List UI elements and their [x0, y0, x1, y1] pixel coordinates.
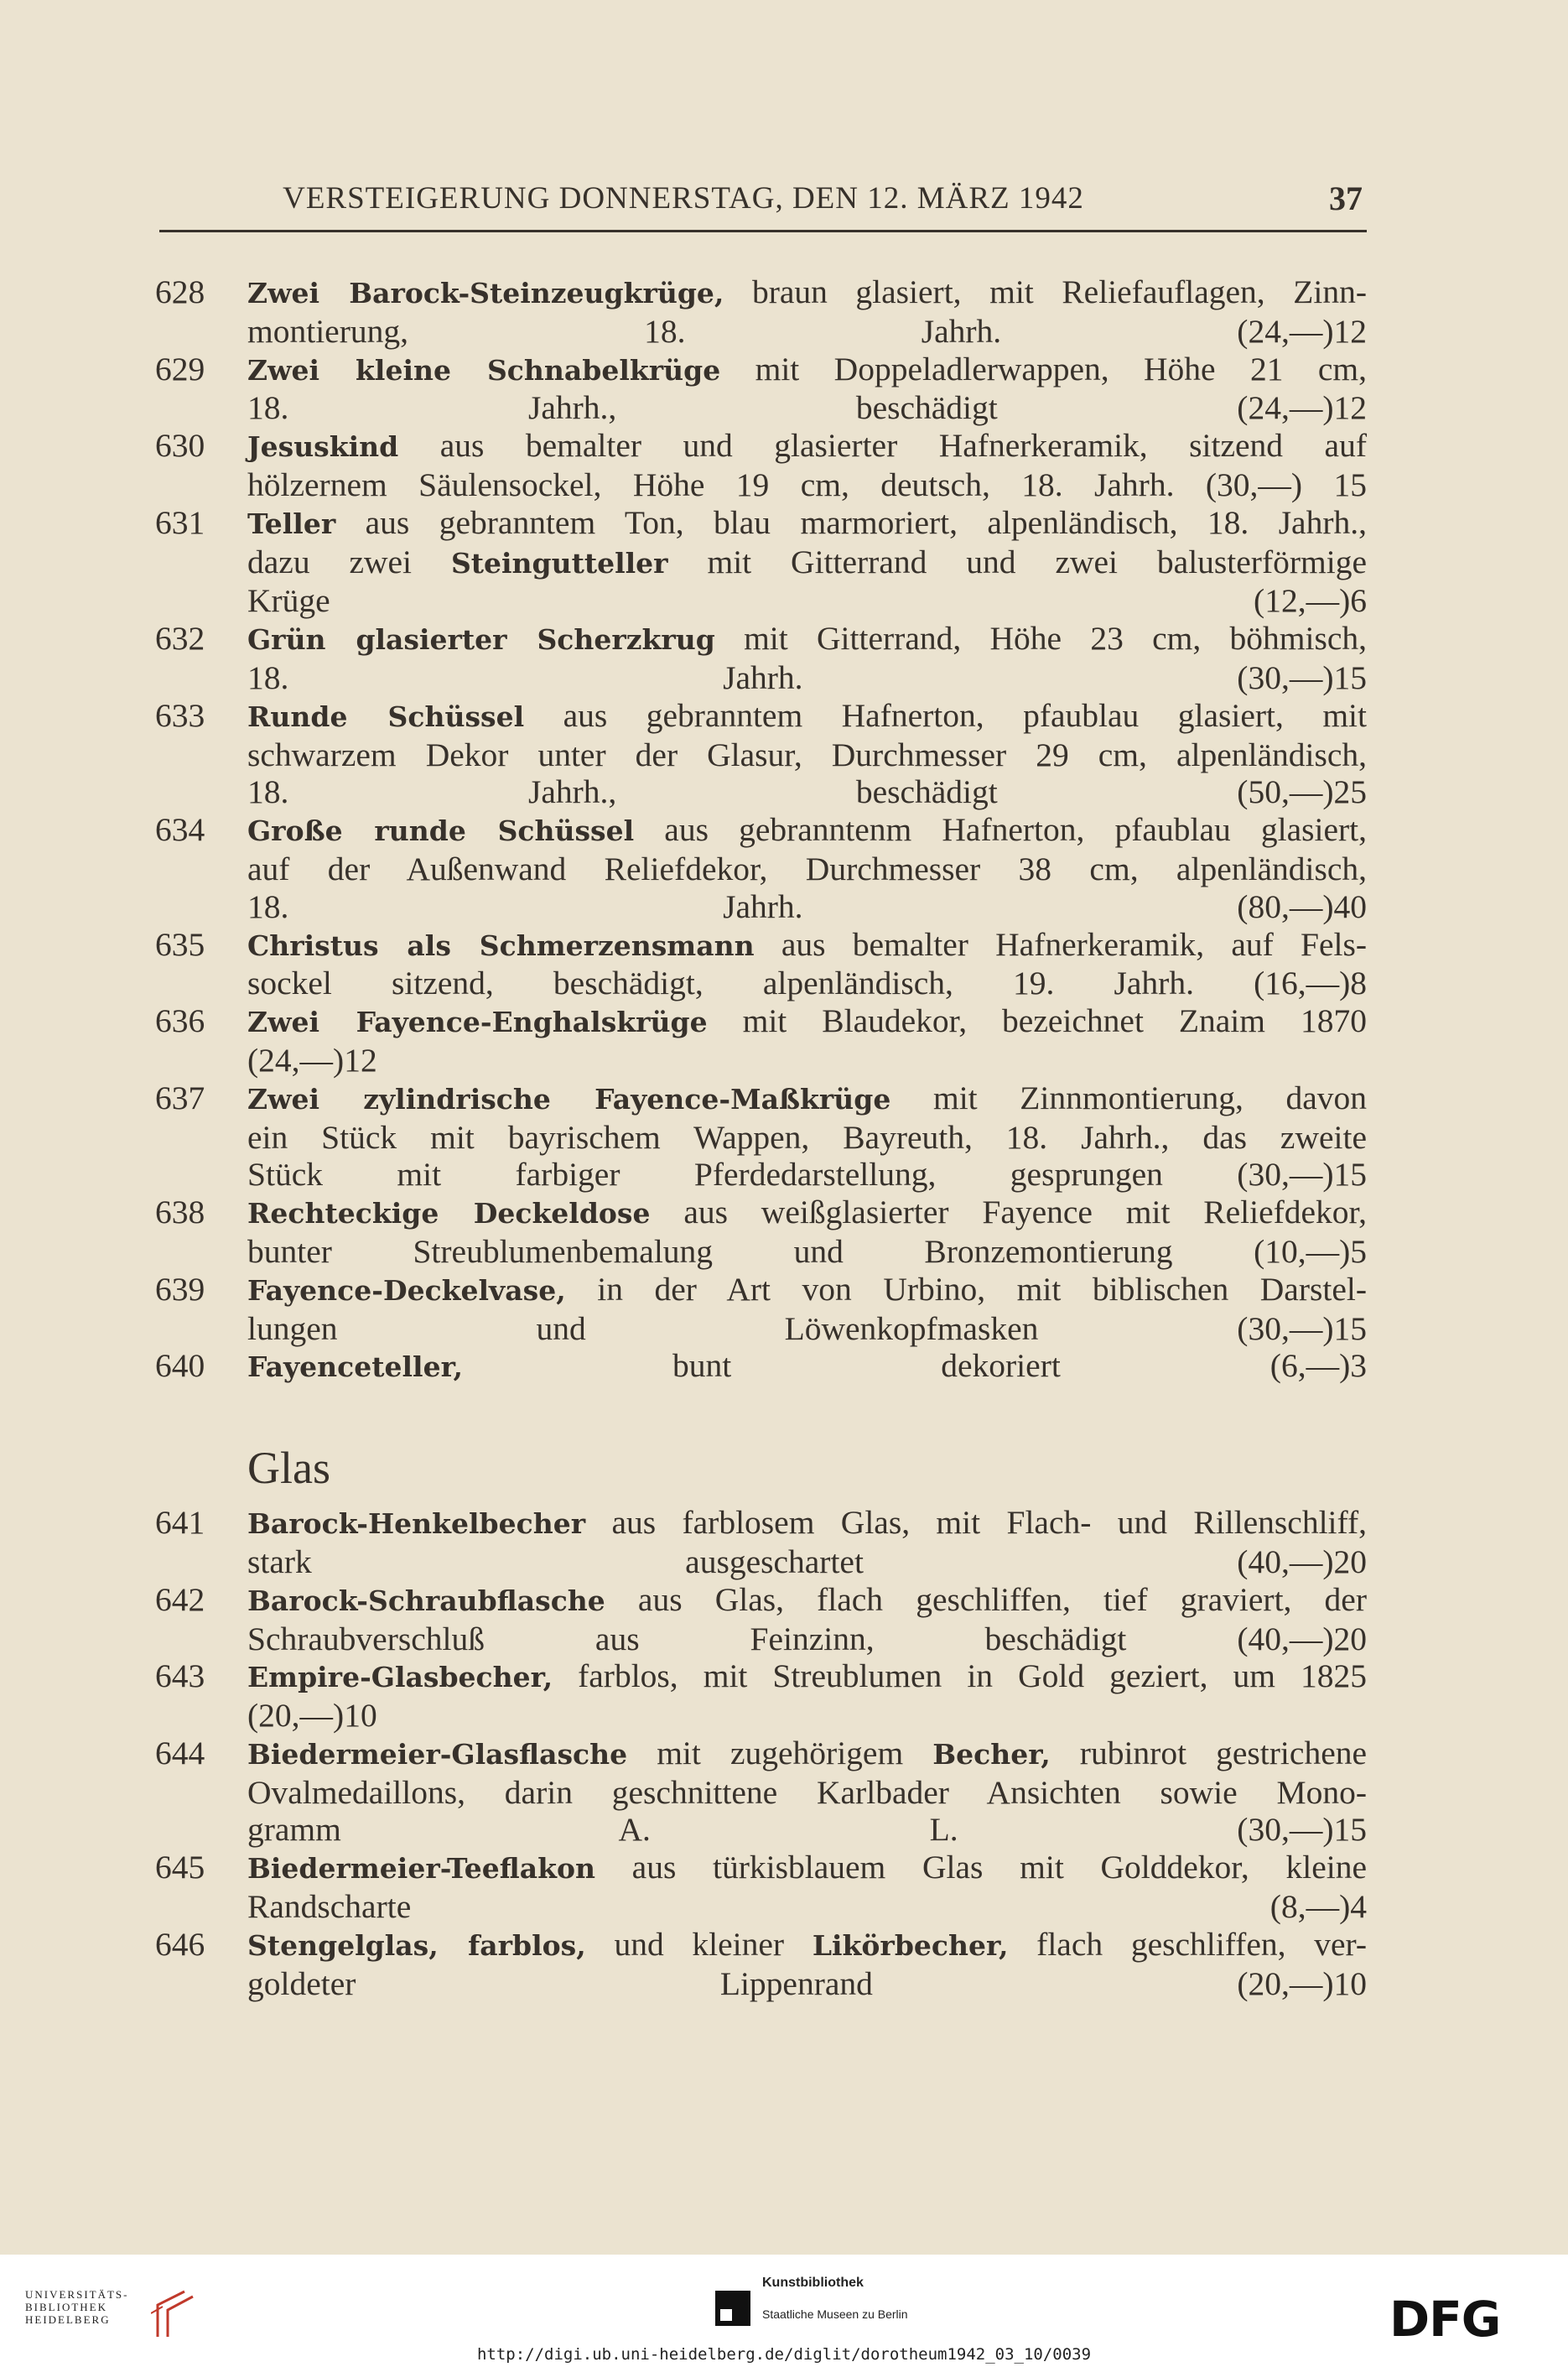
lot-line — [247, 313, 1367, 351]
lot-text-segment: 15 — [1333, 1811, 1367, 1849]
lot-text-segment: 15 — [1333, 1156, 1367, 1194]
lot-title: Zwei kleine Schnabelkrüge — [247, 353, 721, 387]
lot-description — [247, 1194, 1367, 1271]
kunstbibliothek-logo — [715, 2276, 925, 2334]
header-title: VERSTEIGERUNG DONNERSTAG, DEN 12. MÄRZ 1942 — [283, 181, 1084, 216]
lot-number: 641 — [155, 1504, 205, 1542]
lot-number: 635 — [155, 925, 205, 963]
lot-text-segment: ein Stück mit bayrischem Wappen, Bayreuth, 18. Jahrh., das zweite — [247, 1118, 1367, 1156]
lot-list-glass — [155, 1504, 1367, 2002]
lot-text-segment: mit Doppeladlerwappen, Höhe 21 cm, — [720, 350, 1368, 388]
lot-text-segment: Stück mit farbiger Pferdedarstellung, gesprungen (30,—) — [247, 1156, 1334, 1194]
lot-description — [247, 811, 1367, 925]
lot-text-segment: und kleiner — [585, 1925, 813, 1963]
lot-text-segment: aus gebranntem Ton, blau marmoriert, alpenländisch, 18. Jahrh., — [335, 503, 1367, 541]
lot-text-segment: 15 — [1333, 658, 1367, 696]
lot-line — [247, 1849, 1367, 1888]
running-header — [159, 180, 1367, 231]
lot-number: 636 — [155, 1002, 205, 1040]
lot-text-segment: hölzernem Säulensockel, Höhe 19 cm, deutsch, 18. Jahrh. (30,—) 15 — [247, 466, 1367, 503]
lot-description — [247, 273, 1367, 351]
lot-text-segment: 20 — [1333, 1620, 1367, 1657]
lot-line — [247, 888, 1367, 926]
lot-entry — [155, 1657, 1367, 1735]
lot-text-segment: Krüge (12,—) — [247, 582, 1351, 620]
lot-text-segment: goldeter Lippenrand (20,—) — [247, 1964, 1334, 2002]
lot-number: 638 — [155, 1194, 205, 1231]
lot-line — [247, 811, 1367, 851]
lot-number: 633 — [155, 696, 205, 734]
lot-title: Grün glasierter Scherzkrug — [247, 623, 715, 657]
lot-line — [247, 1310, 1367, 1348]
dfg-logo: DFG — [1389, 2291, 1501, 2348]
lot-line — [247, 1774, 1367, 1812]
lot-line — [247, 582, 1367, 620]
lot-text-segment: bunt dekoriert (6,—) — [463, 1347, 1351, 1385]
lot-text-segment: 12 — [1333, 312, 1367, 350]
lot-text-segment: aus gebranntenm Hafnerton, pfaublau glasiert, — [634, 811, 1367, 849]
lot-number: 637 — [155, 1079, 205, 1116]
lot-number: 639 — [155, 1270, 205, 1308]
digitization-footer — [0, 2255, 1568, 2367]
lot-description — [247, 1002, 1367, 1079]
lot-entry — [155, 926, 1367, 1003]
lot-title: Stengelglas, farblos, — [247, 1928, 586, 1962]
lot-list-ceramics — [155, 273, 1367, 1386]
lot-text-segment: 18. Jahrh., beschädigt (24,—) — [247, 389, 1334, 427]
lot-description — [247, 697, 1367, 811]
lot-line — [247, 1543, 1367, 1581]
lot-text-segment: Schraubverschluß aus Feinzinn, beschädigt (40,—) — [247, 1620, 1334, 1657]
lot-line — [247, 389, 1367, 427]
lot-line — [247, 1581, 1367, 1620]
lot-description — [247, 1657, 1367, 1735]
lot-description — [247, 926, 1367, 1003]
lot-title: Zwei Fayence-Enghalskrüge — [247, 1006, 708, 1039]
lot-title: Empire-Glasbecher, — [247, 1661, 553, 1694]
lot-text-segment: 12 — [344, 1041, 377, 1079]
lot-number: 634 — [155, 811, 205, 849]
lot-entry — [155, 1194, 1367, 1271]
lot-text-segment: 10 — [1333, 1964, 1367, 2002]
lot-line — [247, 427, 1367, 466]
lot-text-segment: gramm A. L. (30,—) — [247, 1811, 1334, 1849]
lot-line — [247, 1735, 1367, 1774]
lot-text-segment: Ovalmedaillons, darin geschnittene Karlbader Ansichten sowie Mono- — [247, 1773, 1367, 1811]
lot-text-segment: aus bemalter und glasierter Hafnerkeramik, sitzend auf — [398, 427, 1367, 465]
lot-title: Christus als Schmerzensmann — [247, 929, 755, 962]
lot-text-segment: 15 — [1333, 1309, 1367, 1347]
lot-line — [247, 965, 1367, 1002]
lot-entry — [155, 1079, 1367, 1194]
lot-text-segment: 5 — [1350, 1232, 1367, 1270]
lot-line — [247, 659, 1367, 697]
lot-description — [247, 1504, 1367, 1581]
lot-line — [247, 1926, 1367, 1965]
lot-line — [247, 1079, 1367, 1119]
lot-text-segment: schwarzem Dekor unter der Glasur, Durchmesser 29 cm, alpenländisch, — [247, 736, 1367, 773]
lot-text-segment: aus Glas, flach geschliffen, tief graviert, der — [605, 1580, 1367, 1618]
lot-text-segment: 40 — [1333, 887, 1367, 925]
lot-title: Zwei zylindrische Fayence-Maßkrüge — [247, 1082, 891, 1116]
lot-line — [247, 273, 1367, 313]
ub-logo-line: HEIDELBERG — [25, 2313, 111, 2326]
lot-number: 642 — [155, 1580, 205, 1618]
lot-text-segment: aus gebranntem Hafnerton, pfaublau glasiert, mit — [524, 696, 1367, 734]
lot-description — [247, 1347, 1367, 1386]
lot-number: 643 — [155, 1657, 205, 1695]
lot-entry — [155, 1849, 1367, 1926]
lot-title: Teller — [247, 507, 336, 540]
lot-title: Becher, — [932, 1737, 1051, 1771]
lot-entry — [155, 1002, 1367, 1079]
lot-text-segment: mit Blaudekor, bezeichnet Znaim 1870 — [707, 1002, 1367, 1040]
lot-entry — [155, 1347, 1367, 1386]
lot-line — [247, 1194, 1367, 1233]
lot-entry — [155, 811, 1367, 925]
lot-text-segment: sockel sitzend, beschädigt, alpenländisch, 19. Jahrh. (16,—) — [247, 965, 1351, 1002]
lot-text-segment: 18. Jahrh., beschädigt (50,—) — [247, 773, 1334, 811]
lot-text-segment: 12 — [1333, 389, 1367, 427]
lot-text-segment: auf der Außenwand Reliefdekor, Durchmesser 38 cm, alpenländisch, — [247, 850, 1367, 887]
lot-description — [247, 1849, 1367, 1926]
lot-number: 644 — [155, 1734, 205, 1771]
lot-line — [247, 773, 1367, 811]
lot-line — [247, 736, 1367, 774]
lot-line — [247, 1042, 1367, 1079]
lot-text-segment: flach geschliffen, ver- — [1008, 1925, 1367, 1963]
lot-number: 632 — [155, 620, 205, 658]
source-url[interactable]: http://digi.ub.uni-heidelberg.de/diglit/dorotheum1942_03_10/0039 — [476, 2345, 1092, 2364]
lot-line — [247, 1888, 1367, 1926]
lot-entry — [155, 697, 1367, 811]
lot-line — [247, 1002, 1367, 1042]
library-mark-icon — [151, 2288, 201, 2340]
lot-line — [247, 1119, 1367, 1157]
lot-entry — [155, 1504, 1367, 1581]
lot-text-segment: bunter Streublumenbemalung und Bronzemontierung (10,—) — [247, 1232, 1351, 1270]
lot-line — [247, 1965, 1367, 2003]
lot-entry — [155, 1926, 1367, 2003]
lot-text-segment: montierung, 18. Jahrh. (24,—) — [247, 312, 1334, 350]
lot-entry — [155, 1735, 1367, 1849]
lot-number: 630 — [155, 427, 205, 465]
lot-title: Jesuskind — [247, 430, 399, 464]
page-number: 37 — [1329, 179, 1363, 217]
lot-title: Barock-Henkelbecher — [247, 1507, 586, 1541]
lot-title: Rechteckige Deckeldose — [247, 1197, 651, 1230]
lot-text-segment: aus bemalter Hafnerkeramik, auf Fels- — [754, 925, 1368, 963]
lot-entry — [155, 504, 1367, 620]
header-rule — [159, 230, 1367, 232]
lot-line — [247, 1271, 1367, 1310]
lot-text-segment: lungen und Löwenkopfmasken (30,—) — [247, 1309, 1334, 1347]
kunstbibliothek-subtitle: Staatliche Museen zu Berlin — [762, 2307, 908, 2321]
lot-description — [247, 1271, 1367, 1348]
lot-line — [247, 351, 1367, 390]
lot-entry — [155, 1271, 1367, 1348]
lot-number: 646 — [155, 1925, 205, 1963]
lot-text-segment: 4 — [1350, 1888, 1367, 1926]
lot-line — [247, 1657, 1367, 1697]
lot-title: Große runde Schüssel — [247, 814, 635, 848]
lot-entry — [155, 1581, 1367, 1658]
lot-description — [247, 504, 1367, 620]
lot-title: Likörbecher, — [812, 1928, 1009, 1962]
lot-number: 629 — [155, 350, 205, 388]
lot-title: Biedermeier-Teeflakon — [247, 1852, 595, 1886]
lot-title: Zwei Barock-Steinzeugkrüge, — [247, 277, 724, 310]
lot-title: Barock-Schraubflasche — [247, 1584, 605, 1617]
lot-text-segment: 8 — [1350, 965, 1367, 1002]
lot-text-segment: mit Gitterrand, Höhe 23 cm, böhmisch, — [714, 620, 1367, 658]
lot-line — [247, 544, 1367, 583]
lot-description — [247, 427, 1367, 504]
lot-text-segment: farblos, mit Streublumen in Gold geziert, um 1825 — [553, 1657, 1367, 1695]
lot-line — [247, 851, 1367, 888]
ub-logo-line: BIBLIOTHEK — [25, 2301, 107, 2313]
lot-line — [247, 926, 1367, 965]
lot-text-segment: 6 — [1350, 582, 1367, 620]
lot-line — [247, 1811, 1367, 1849]
heidelberg-library-logo — [25, 2288, 193, 2347]
ub-logo-line: UNIVERSITÄTS- — [25, 2288, 129, 2301]
lot-text-segment: aus farblosem Glas, mit Flach- und Rillenschliff, — [585, 1504, 1367, 1542]
lot-number: 628 — [155, 273, 205, 310]
lot-text-segment: aus weißglasierter Fayence mit Reliefdekor, — [650, 1194, 1367, 1231]
section-heading: Glas — [247, 1443, 330, 1494]
lot-text-segment: mit Zinnmontierung, davon — [890, 1079, 1367, 1116]
lot-entry — [155, 273, 1367, 351]
kunstbibliothek-mark-icon — [715, 2291, 750, 2326]
lot-text-segment: mit zugehörigem — [627, 1734, 933, 1771]
lot-text-segment: in der Art von Urbino, mit biblischen Darstel- — [565, 1270, 1367, 1308]
lot-description — [247, 1735, 1367, 1849]
lot-text-segment: mit Gitterrand und zwei balusterförmige — [667, 543, 1367, 580]
lot-number: 631 — [155, 503, 205, 541]
lot-line — [247, 1347, 1367, 1386]
lot-entry — [155, 427, 1367, 504]
lot-line — [247, 1233, 1367, 1271]
lot-text-segment: Randscharte (8,—) — [247, 1888, 1351, 1926]
lot-description — [247, 351, 1367, 428]
lot-entry — [155, 620, 1367, 697]
lot-line — [247, 504, 1367, 544]
lot-text-segment: aus türkisblauem Glas mit Golddekor, kleine — [594, 1849, 1367, 1886]
lot-description — [247, 620, 1367, 697]
catalogue-content — [155, 273, 1367, 2002]
lot-text-segment: 25 — [1333, 773, 1367, 811]
lot-number: 645 — [155, 1849, 205, 1886]
lot-text-segment: (20,—) — [247, 1697, 345, 1735]
lot-text-segment: braun glasiert, mit Reliefauflagen, Zinn- — [724, 273, 1367, 310]
lot-description — [247, 1926, 1367, 2003]
lot-text-segment: 20 — [1333, 1542, 1367, 1580]
lot-text-segment: 18. Jahrh. (30,—) — [247, 658, 1334, 696]
lot-title: Fayence-Deckelvase, — [247, 1273, 566, 1307]
lot-text-segment: 3 — [1350, 1347, 1367, 1385]
lot-line — [247, 1156, 1367, 1194]
lot-description — [247, 1581, 1367, 1658]
lot-text-segment: 10 — [344, 1697, 377, 1735]
lot-line — [247, 697, 1367, 736]
kunstbibliothek-name: Kunstbibliothek — [762, 2276, 864, 2290]
lot-line — [247, 1504, 1367, 1543]
lot-entry — [155, 351, 1367, 428]
lot-description — [247, 1079, 1367, 1194]
lot-text-segment: stark ausgeschartet (40,—) — [247, 1542, 1334, 1580]
lot-number: 640 — [155, 1347, 205, 1385]
lot-line — [247, 620, 1367, 659]
lot-title: Steingutteller — [450, 546, 668, 580]
lot-text-segment: (24,—) — [247, 1041, 345, 1079]
lot-line — [247, 1620, 1367, 1658]
lot-text-segment: dazu zwei — [247, 543, 451, 580]
lot-text-segment: rubinrot gestrichene — [1050, 1734, 1368, 1771]
lot-title: Biedermeier-Glasflasche — [247, 1737, 628, 1771]
lot-title: Fayenceteller, — [247, 1350, 464, 1384]
lot-title: Runde Schüssel — [247, 700, 525, 733]
lot-line — [247, 1697, 1367, 1735]
lot-text-segment: 18. Jahrh. (80,—) — [247, 887, 1334, 925]
lot-line — [247, 466, 1367, 504]
